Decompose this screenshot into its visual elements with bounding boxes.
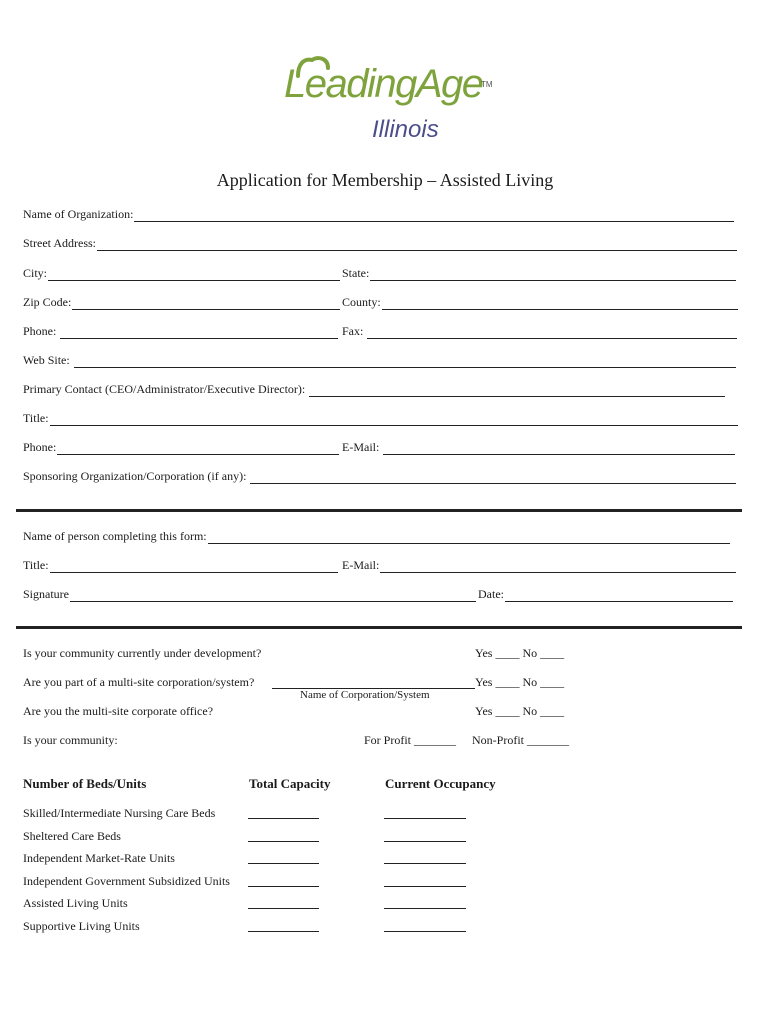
phone2-label: Phone: [23,440,57,454]
city-field[interactable] [48,268,340,281]
email-field[interactable] [383,442,735,455]
logo-trademark: TM [481,80,493,89]
county-field[interactable] [382,297,738,310]
completer-title-field[interactable] [50,560,338,573]
fax-field[interactable] [367,326,737,339]
date-field[interactable] [505,589,733,602]
question-under-development: Is your community currently under development? [23,646,262,660]
phone-row [23,324,338,339]
phone-field[interactable] [60,326,338,339]
organization-field[interactable] [134,209,734,222]
phone2-field[interactable] [57,442,339,455]
logo-sub-text: Illinois [372,116,439,143]
organization-label: Name of Organization: [23,207,134,221]
fax-row [342,324,737,339]
table-row: Assisted Living Units [23,896,128,910]
signature-row [23,587,476,602]
completer-title-row [23,558,338,573]
answer-corporate-office[interactable]: Yes ____ No ____ [475,704,565,718]
question-corporate-office: Are you the multi-site corporate office? [23,704,214,718]
state-label: State: [342,266,370,280]
email-label: E-Mail: [342,440,380,454]
county-row [342,295,738,310]
beds-header-occupancy: Current Occupancy [385,776,496,791]
beds-header-number: Number of Beds/Units [23,776,147,791]
table-row: Independent Government Subsidized Units [23,874,230,888]
fax-label: Fax: [342,324,364,338]
organization-row [23,207,734,222]
answer-multi-site[interactable]: Yes ____ No ____ [475,675,565,689]
capacity-field[interactable] [248,818,319,819]
title-row [23,411,738,426]
logo-main-text: LeadingAge [284,62,483,106]
state-row [342,266,736,281]
table-row: Supportive Living Units [23,919,140,933]
completer-name-row [23,529,730,544]
section-divider [16,509,742,512]
corporation-caption: Name of Corporation/System [300,689,430,701]
completer-title-label: Title: [23,558,49,572]
street-label: Street Address: [23,236,96,250]
county-label: County: [342,295,381,309]
phone2-row [23,440,339,455]
primary-contact-field[interactable] [309,384,725,397]
occupancy-field[interactable] [384,931,466,932]
signature-label: Signature [23,587,69,601]
sponsoring-row [23,469,736,484]
for-profit-option[interactable]: For Profit _______ [364,733,457,747]
state-field[interactable] [370,268,736,281]
sponsoring-label: Sponsoring Organization/Corporation (if any): [23,469,247,483]
capacity-field[interactable] [248,863,319,864]
question-multi-site: Are you part of a multi-site corporation/system? [23,675,255,689]
answer-under-development[interactable]: Yes ____ No ____ [475,646,565,660]
website-row [23,353,736,368]
occupancy-field[interactable] [384,841,466,842]
website-label: Web Site: [23,353,70,367]
completer-email-row [342,558,736,573]
completer-email-label: E-Mail: [342,558,380,572]
table-row: Independent Market-Rate Units [23,851,175,865]
occupancy-field[interactable] [384,863,466,864]
table-row: Sheltered Care Beds [23,829,121,843]
occupancy-field[interactable] [384,908,466,909]
signature-field[interactable] [70,589,476,602]
capacity-field[interactable] [248,908,319,909]
street-row [23,236,737,251]
leadingage-logo [284,56,494,148]
question-community-type: Is your community: [23,733,118,747]
non-profit-option[interactable]: Non-Profit _______ [472,733,569,747]
title-field[interactable] [50,413,738,426]
website-field[interactable] [74,355,736,368]
section-divider [16,626,742,629]
city-row [23,266,340,281]
completer-name-label: Name of person completing this form: [23,529,207,543]
completer-email-field[interactable] [380,560,736,573]
completer-name-field[interactable] [208,531,730,544]
table-row: Skilled/Intermediate Nursing Care Beds [23,806,216,820]
phone-label: Phone: [23,324,57,338]
sponsoring-field[interactable] [250,471,736,484]
date-label: Date: [478,587,504,601]
beds-header-capacity: Total Capacity [249,776,331,791]
street-field[interactable] [97,238,737,251]
zip-label: Zip Code: [23,295,72,309]
occupancy-field[interactable] [384,886,466,887]
capacity-field[interactable] [248,886,319,887]
zip-field[interactable] [72,297,340,310]
zip-row [23,295,340,310]
city-label: City: [23,266,48,280]
email-row [342,440,735,455]
occupancy-field[interactable] [384,818,466,819]
page-title: Application for Membership – Assisted Living [216,170,554,190]
capacity-field[interactable] [248,841,319,842]
primary-contact-label: Primary Contact (CEO/Administrator/Executive Director): [23,382,306,396]
capacity-field[interactable] [248,931,319,932]
date-row [478,587,733,602]
title-label: Title: [23,411,49,425]
primary-contact-row [23,382,725,397]
